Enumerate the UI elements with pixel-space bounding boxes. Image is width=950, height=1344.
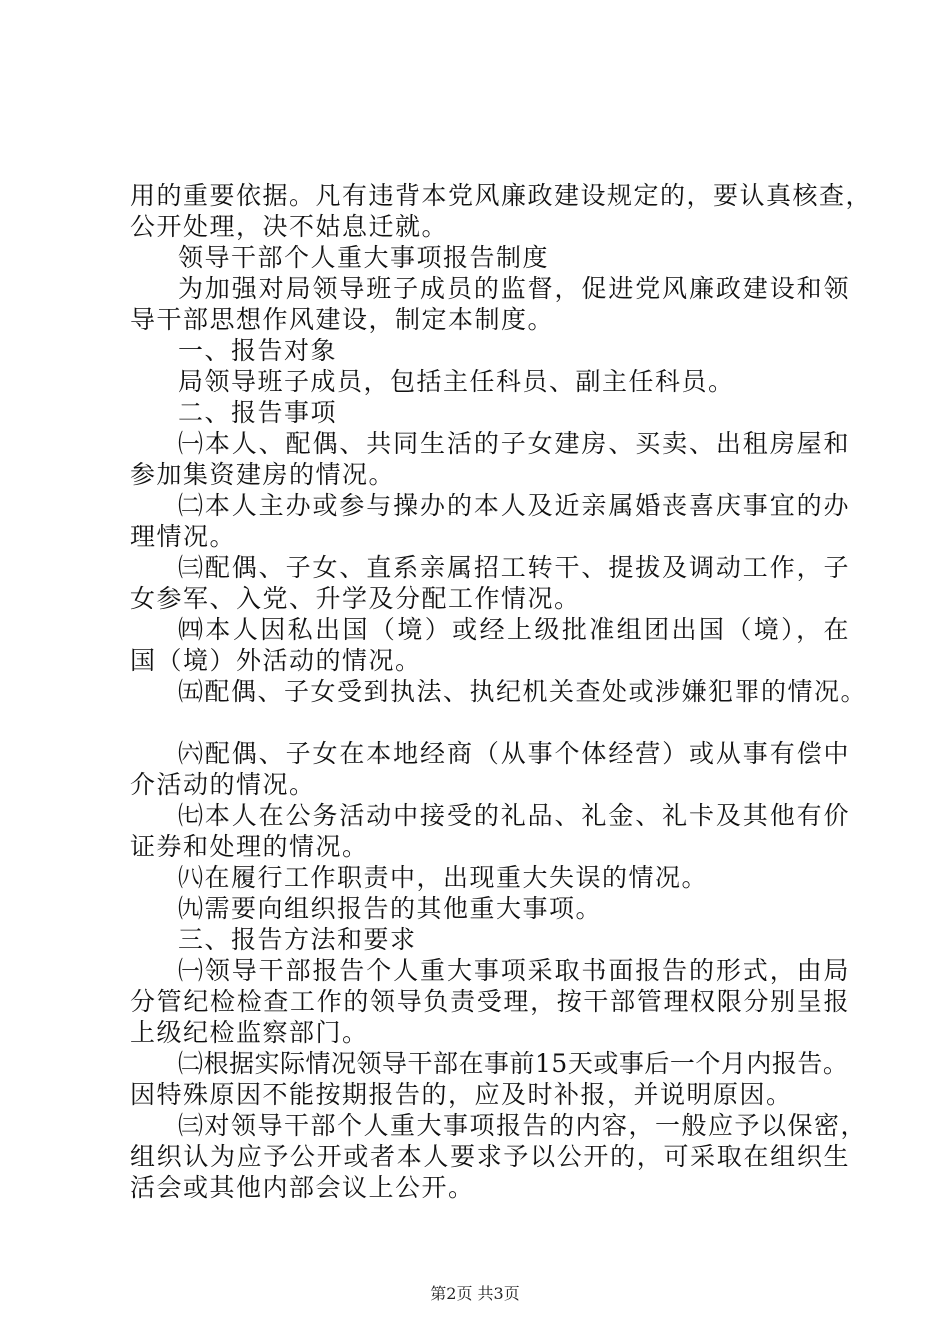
list-item: ㈠领导干部报告个人重大事项采取书面报告的形式，由局 <box>178 956 850 985</box>
section-title: 领导干部个人重大事项报告制度 <box>178 243 550 272</box>
text-line: 介活动的情况。 <box>130 770 316 799</box>
list-item: ㈥配偶、子女在本地经商（从事个体经营）或从事有偿中 <box>178 739 850 768</box>
heading: 二、报告事项 <box>178 398 338 427</box>
page-number-footer: 第2页 共3页 <box>430 1284 520 1303</box>
list-item: ㈤配偶、子女受到执法、执纪机关查处或涉嫌犯罪的情况。 <box>178 677 868 706</box>
text-line: 为加强对局领导班子成员的监督，促进党风廉政建设和领 <box>178 274 850 303</box>
list-item: ㈠本人、配偶、共同生活的子女建房、买卖、出租房屋和 <box>178 429 850 458</box>
text-line: 女参军、入党、升学及分配工作情况。 <box>130 584 581 613</box>
heading: 一、报告对象 <box>178 336 338 365</box>
list-item: ㈦本人在公务活动中接受的礼品、礼金、礼卡及其他有价 <box>178 801 850 830</box>
text-line: 国（境）外活动的情况。 <box>130 646 422 675</box>
text-line: 活会或其他内部会议上公开。 <box>130 1173 475 1202</box>
list-item: ㈢配偶、子女、直系亲属招工转干、提拔及调动工作，子 <box>178 553 850 582</box>
text-line: 用的重要依据。凡有违背本党风廉政建设规定的，要认真核查， <box>130 181 873 210</box>
text-line: 证券和处理的情况。 <box>130 832 369 861</box>
list-item: ㈣本人因私出国（境）或经上级批准组团出国（境），在 <box>178 615 850 644</box>
text-line: 理情况。 <box>130 522 237 551</box>
text-line: 参加集资建房的情况。 <box>130 460 396 489</box>
list-item: ㈢对领导干部个人重大事项报告的内容，一般应予以保密， <box>178 1111 868 1140</box>
text-line: 导干部思想作风建设，制定本制度。 <box>130 305 555 334</box>
text-line: 上级纪检监察部门。 <box>130 1018 369 1047</box>
text-line: 局领导班子成员，包括主任科员、副主任科员。 <box>178 367 735 396</box>
text-line: 因特殊原因不能按期报告的，应及时补报，并说明原因。 <box>130 1080 793 1109</box>
list-item: ㈧在履行工作职责中，出现重大失误的情况。 <box>178 863 709 892</box>
heading: 三、报告方法和要求 <box>178 925 417 954</box>
text-line: 分管纪检检查工作的领导负责受理，按干部管理权限分别呈报 <box>130 987 850 1016</box>
text-line: 公开处理，决不姑息迁就。 <box>130 212 449 241</box>
list-item: ㈡根据实际情况领导干部在事前15天或事后一个月内报告。 <box>178 1049 849 1078</box>
text-line: 组织认为应予公开或者本人要求予以公开的，可采取在组织生 <box>130 1142 850 1171</box>
list-item: ㈨需要向组织报告的其他重大事项。 <box>178 894 603 923</box>
list-item: ㈡本人主办或参与操办的本人及近亲属婚丧喜庆事宜的办 <box>178 491 850 520</box>
